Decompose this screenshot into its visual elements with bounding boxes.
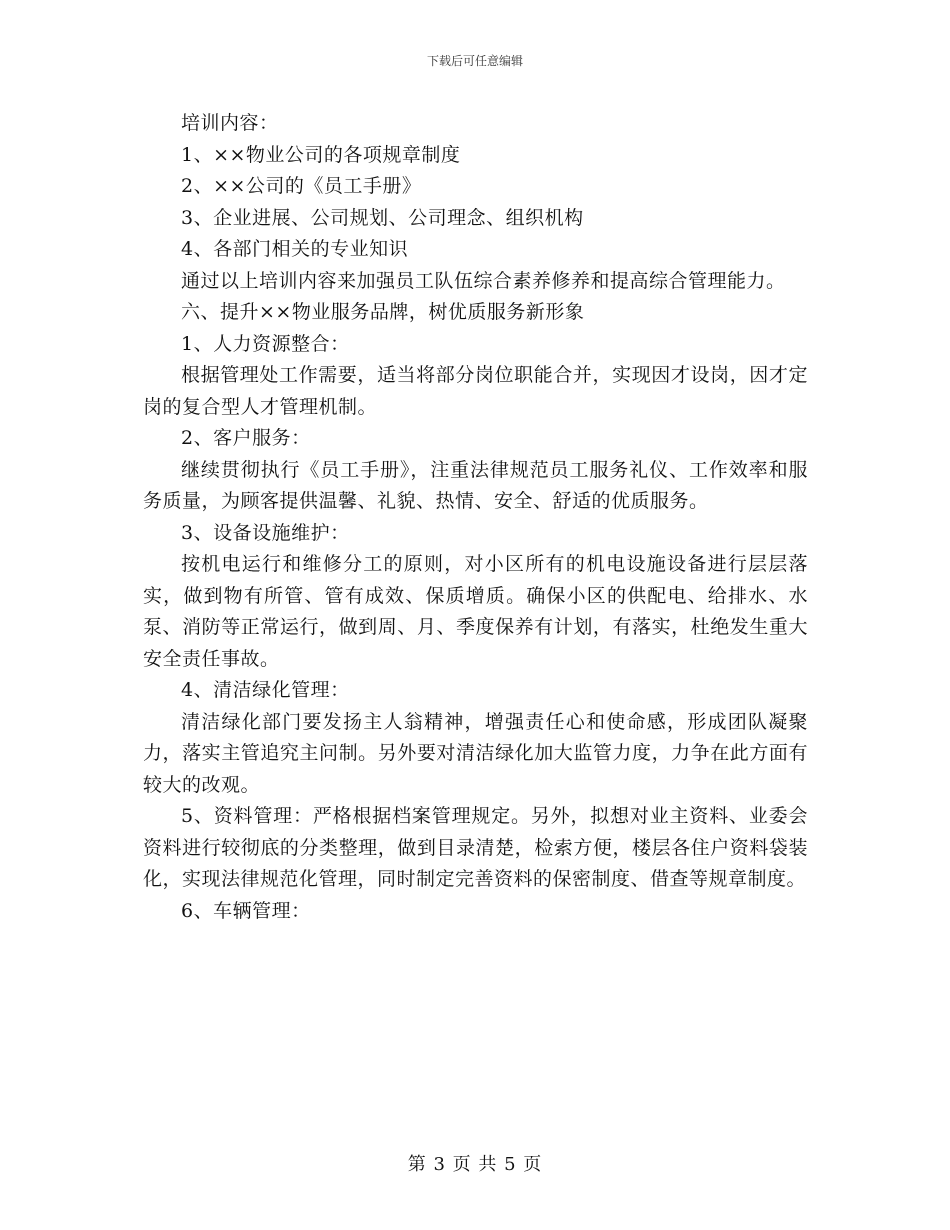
- paragraph-cleaning-greening: 清洁绿化部门要发扬主人翁精神，增强责任心和使命感，形成团队凝聚力，落实主管追究主问制。另外要对清洁绿化加大监管力度，力争在此方面有较大的改观。: [143, 710, 808, 796]
- footer-prefix: 第: [407, 1154, 427, 1175]
- document-body: [143, 108, 808, 927]
- paragraph-records-management: 5、资料管理：严格根据档案管理规定。另外，拟想对业主资料、业委会资料进行较彻底的分类整理，做到目录清楚，检索方便，楼层各住户资料袋装化，实现法律规范化管理，同时制定完善资料的保密制度、借查等规章制度。: [143, 805, 808, 890]
- section-heading-six: 六、提升××物业服务品牌，树优质服务新形象: [181, 301, 585, 323]
- paragraph-hr-integration: 根据管理处工作需要，适当将部分岗位职能合并，实现因才设岗，因才定岗的复合型人才管理机制。: [143, 364, 808, 418]
- subheading-customer-service: 2、客户服务：: [181, 427, 311, 449]
- page-footer: [0, 1154, 950, 1176]
- footer-current-page: 3: [433, 1154, 446, 1175]
- paragraph-item-2: 2、××公司的《员工手册》: [181, 175, 422, 197]
- subheading-hr-integration: 1、人力资源整合：: [181, 332, 350, 355]
- page-header: 下载后可任意编辑: [426, 54, 523, 68]
- subheading-vehicle-management: 6、车辆管理：: [181, 899, 311, 922]
- footer-suffix: 页: [523, 1154, 543, 1175]
- footer-middle: 页 共: [452, 1154, 498, 1175]
- paragraph-item-1: 1、××物业公司的各项规章制度: [181, 143, 461, 166]
- footer-total-pages: 5: [504, 1154, 517, 1175]
- paragraph-training-summary: 通过以上培训内容来加强员工队伍综合素养修养和提高综合管理能力。: [181, 269, 786, 292]
- subheading-equipment-maintenance: 3、设备设施维护：: [181, 521, 350, 544]
- paragraph-item-3: 3、企业进展、公司规划、公司理念、组织机构: [181, 206, 584, 229]
- paragraph-item-4: 4、各部门相关的专业知识: [181, 238, 409, 260]
- paragraph-training-content-title: 培训内容：: [181, 112, 279, 134]
- paragraph-equipment-maintenance: 按机电运行和维修分工的原则，对小区所有的机电设施设备进行层层落实，做到物有所管、管有成效、保质增质。确保小区的供配电、给排水、水泵、消防等正常运行，做到周、月、季度保养有计划，有落实，杜绝发生重大安全责任事故。: [143, 553, 808, 670]
- paragraph-customer-service: 继续贯彻执行《员工手册》，注重法律规范员工服务礼仪、工作效率和服务质量，为顾客提供温馨、礼貌、热情、安全、舒适的优质服务。: [143, 458, 808, 512]
- subheading-cleaning-greening: 4、清洁绿化管理：: [181, 679, 350, 701]
